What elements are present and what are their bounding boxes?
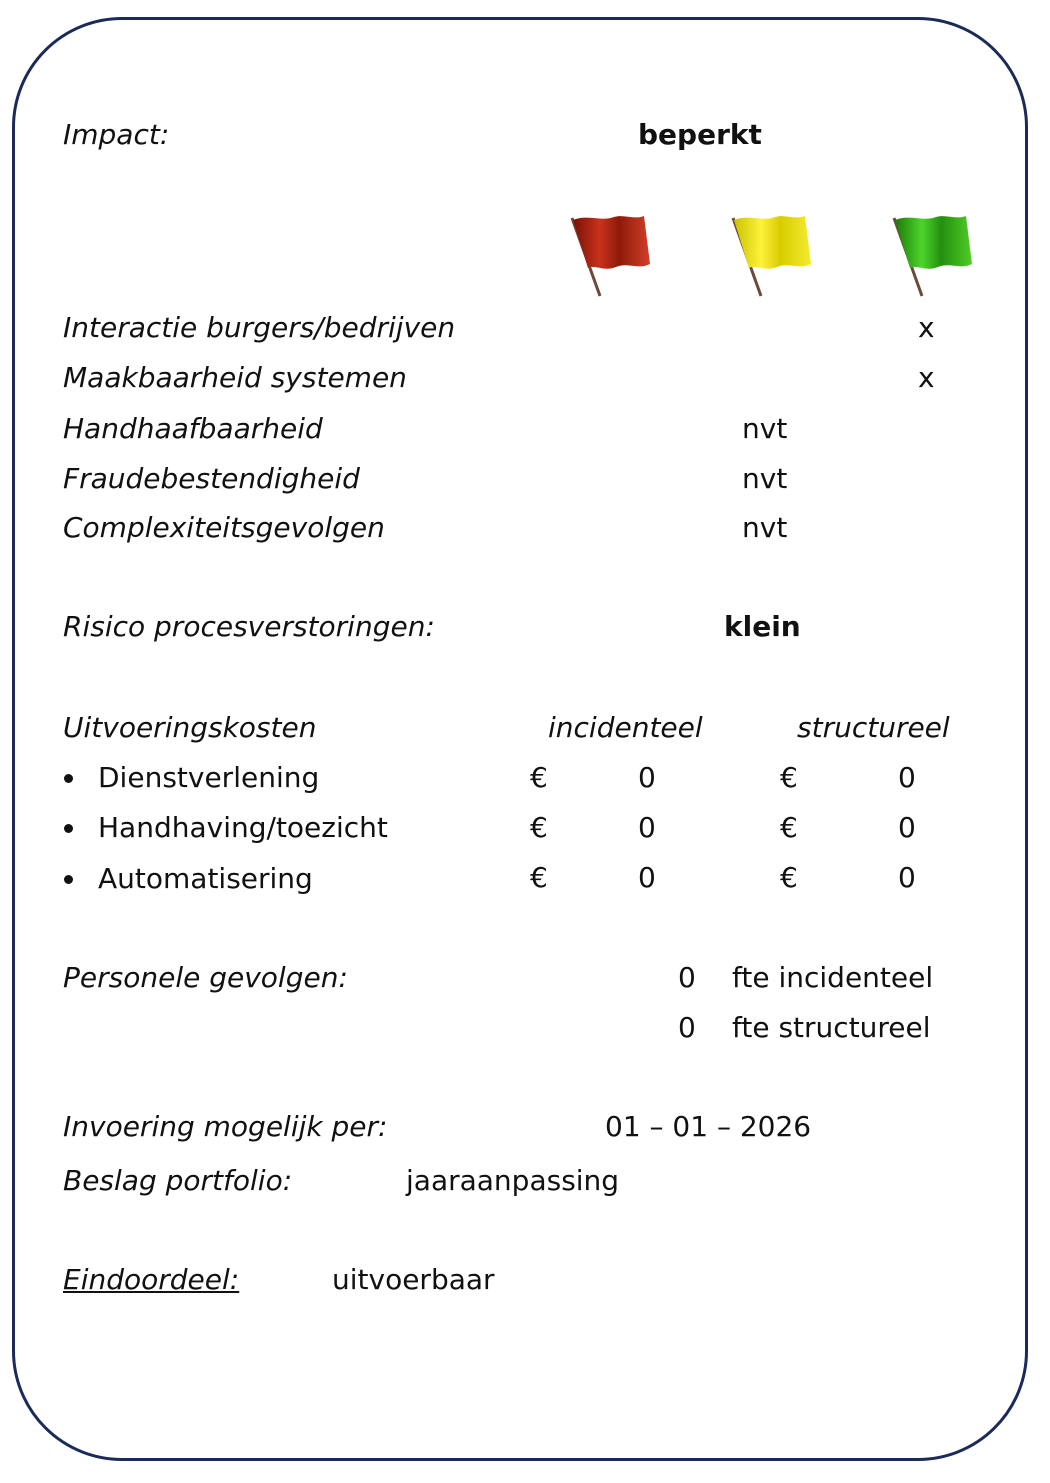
currency-symbol: € — [780, 761, 798, 794]
portfolio-value: jaaraanpassing — [406, 1164, 620, 1197]
bullet-icon — [64, 875, 73, 884]
currency-symbol: € — [530, 811, 548, 844]
verdict-value: uitvoerbaar — [332, 1263, 495, 1296]
criterion-label: Maakbaarheid systemen — [63, 361, 407, 394]
personnel-structural-unit: fte structureel — [732, 1011, 931, 1044]
costs-heading: Uitvoeringskosten — [63, 711, 317, 744]
criterion-label: Complexiteitsgevolgen — [63, 511, 385, 544]
criterion-label: Fraudebestendigheid — [63, 462, 360, 495]
costs-col-incidental: incidenteel — [548, 711, 703, 744]
costs-col-structural: structureel — [797, 711, 950, 744]
yellow-flag-icon — [729, 212, 813, 300]
criterion-mark: nvt — [742, 511, 788, 544]
bullet-icon — [64, 824, 73, 833]
cost-structural-value: 0 — [898, 761, 916, 794]
cost-row-label: Automatisering — [98, 862, 313, 895]
cost-structural-value: 0 — [898, 861, 916, 894]
impact-label: Impact: — [63, 118, 170, 151]
criterion-mark: nvt — [742, 462, 788, 495]
criterion-mark: nvt — [742, 412, 788, 445]
implementation-label: Invoering mogelijk per: — [63, 1110, 388, 1143]
verdict-label: Eindoordeel: — [63, 1263, 240, 1296]
personnel-incidental-value: 0 — [678, 961, 696, 994]
currency-symbol: € — [780, 861, 798, 894]
bullet-icon — [64, 774, 73, 783]
cost-incidental-value: 0 — [638, 861, 656, 894]
personnel-incidental-unit: fte incidenteel — [732, 961, 934, 994]
personnel-structural-value: 0 — [678, 1011, 696, 1044]
risk-label: Risico procesverstoringen: — [63, 610, 435, 643]
portfolio-label: Beslag portfolio: — [63, 1164, 293, 1197]
cost-row-label: Dienstverlening — [98, 761, 320, 794]
cost-incidental-value: 0 — [638, 811, 656, 844]
currency-symbol: € — [780, 811, 798, 844]
criterion-mark: x — [918, 311, 935, 344]
personnel-label: Personele gevolgen: — [63, 961, 348, 994]
impact-value: beperkt — [638, 118, 762, 151]
green-flag-icon — [890, 212, 974, 300]
red-flag-icon — [568, 212, 652, 300]
cost-incidental-value: 0 — [638, 761, 656, 794]
implementation-date: 01 – 01 – 2026 — [605, 1110, 812, 1143]
risk-value: klein — [724, 610, 801, 643]
cost-row-label: Handhaving/toezicht — [98, 811, 388, 844]
criterion-mark: x — [918, 361, 935, 394]
currency-symbol: € — [530, 861, 548, 894]
criterion-label: Handhaafbaarheid — [63, 412, 323, 445]
criterion-label: Interactie burgers/bedrijven — [63, 311, 456, 344]
currency-symbol: € — [530, 761, 548, 794]
cost-structural-value: 0 — [898, 811, 916, 844]
